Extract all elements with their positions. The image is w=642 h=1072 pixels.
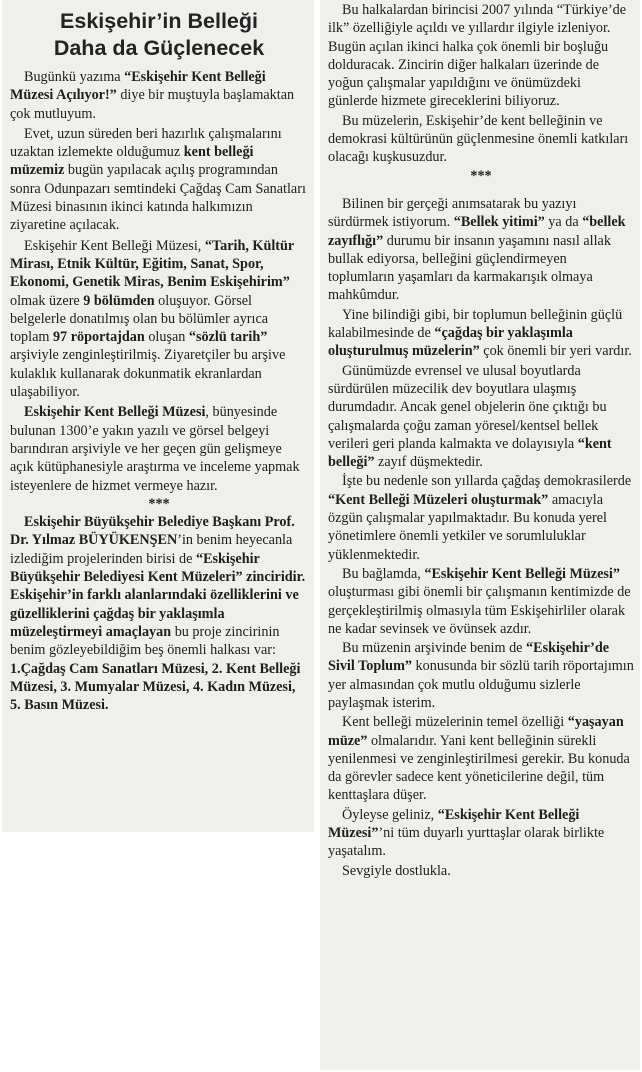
paragraph: Eskişehir Kent Belleği Müzesi, bünyesinde bulunan 1300’e yakın yazılı ve görsel belgeyi barındıran arşiviyle ve her geçen gün gelişmeye açık kütüphanesiyle araştırma ve inceleme yapmak isteyenlere de hizmet vermeye hazır. xyxy=(10,404,300,494)
paragraph: Bilinen bir gerçeği anımsatarak bu yazıyı sürdürmek istiyorum. “Bellek yitimi” ya da “bellek zayıflığı” durumu bir insanın yaşamını nasıl allak bullak ediyorsa, belleğini güçlendirmeyen toplumların yaşamları da karmakarışık olmaya mahkûmdur. xyxy=(328,195,626,304)
paragraph: İşte bu nedenle son yıllarda çağdaş demokrasilerde “Kent Belleği Müzeleri oluşturmak” amacıyla özgün çalışmalar yapılmaktadır. Bu konuda yerel yönetimlere önemli yetkiler ve sorumluluklar yüklenmektedir. xyxy=(328,473,632,563)
closing-line: Sevgiyle dostlukla. xyxy=(342,862,451,879)
paragraph: Bu halkalardan birincisi 2007 yılında “Türkiye’de ilk” özelliğiyle açıldı ve yıllardır ilgiyle izleniyor. Bugün açılan ikinci halka çok önemli bir boşluğu dolduracak. Zincirin diğer halkaları üzerinde de yoğun çalışmalar yapıldığını ve önümüzdeki günlerde hizmete gireceklerini biliyoruz. xyxy=(328,2,627,110)
headline-line-1: Eskişehir’in Belleği xyxy=(60,9,258,33)
paragraph: Günümüzde evrensel ve ulusal boyutlarda sürdürülen müzecilik dev boyutlara ulaşmış durumdadır. Ancak genel objelerin öne çıktığı bu çalışmalarda çoğu zaman yöresel/kentsel bellek verileri geri planda kalmakta ve dolayısıyla “kent belleği” zayıf düşmektedir. xyxy=(328,362,612,471)
paragraph: Eskişehir Büyükşehir Belediye Başkanı Prof. Dr. Yılmaz BÜYÜKENŞEN’in benim heyecanla izlediğim projelerinden birisi de “Eskişehir Büyükşehir Belediyesi Kent Müzeleri” zinciridir. Eskişehir’in farklı alanlarındaki özelliklerini ve güzelliklerini çağdaş bir yaklaşımla müzeleştirmeyi amaçlayan bu proje zincirinin benim gözleyebildiğim beş önemli halkası var: 1.Çağdaş Cam Sanatları Müzesi, 2. Kent Belleği Müzesi, 3. Mumyalar Müzesi, 4. Kadın Müzesi, 5. Basın Müzesi. xyxy=(10,514,306,714)
paragraph: Bu bağlamda, “Eskişehir Kent Belleği Müzesi” oluşturması gibi önemli bir çalışmanın kentimizde de gerçekleştirilmiş olmasıyla tüm Eskişehirliler olarak ne kadar sevinsek ve övünsek azdır. xyxy=(328,565,631,637)
paragraph: Eskişehir Kent Belleği Müzesi, “Tarih, Kültür Mirası, Etnik Kültür, Eğitim, Sanat, Spor, Ekonomi, Genetik Miras, Benim Eskişehirim” olmak üzere 9 bölümden oluşuyor. Görsel belgelerle donatılmış olan bu bölümler ayrıca toplam 97 röportajdan oluşan “sözlü tarih” arşiviyle zenginleştirilmiş. Ziyaretçiler bu arşive kulaklık kullanarak dokunmatik ekranlardan ulaşabiliyor. xyxy=(10,237,294,401)
paragraph: Evet, uzun süreden beri hazırlık çalışmalarını uzaktan izlemekte olduğumuz kent belleği müzemiz bugün yapılacak açılış programından sonra Odunpazarı semtindeki Çağdaş Cam Sanatları Müzesi binasının ikinci katında halkımızın ziyaretine açılacak. xyxy=(10,125,306,234)
right-column xyxy=(320,0,640,1070)
paragraph: Bugünkü yazıma “Eskişehir Kent Belleği Müzesi Açılıyor!” diye bir muştuyla başlamaktan çok mutluyum. xyxy=(10,69,295,122)
left-column xyxy=(2,0,314,832)
section-separator: *** xyxy=(470,167,492,184)
paragraph: Öyleyse geliniz, “Eskişehir Kent Belleği Müzesi”’ni tüm duyarlı yurttaşlar olarak birlikte yaşatalım. xyxy=(328,806,605,860)
paragraph: Bu müzenin arşivinde benim de “Eskişehir’de Sivil Toplum” konusunda bir sözlü tarih röportajımın yer almasından çok mutlu olduğumu sizlerle paylaşmak isterim. xyxy=(328,640,634,711)
headline-line-2: Daha da Güçlenecek xyxy=(53,36,265,60)
paragraph: Yine bilindiği gibi, bir toplumun belleğinin güçlü kalabilmesinde de “çağdaş bir yaklaşımla oluşturulmuş müzelerin” çok önemli bir yeri vardır. xyxy=(328,306,632,360)
paragraph: Bu müzelerin, Eskişehir’de kent belleğinin ve demokrasi kültürünün güçlenmesine önemli katkıları olacağı kuşkusuzdur. xyxy=(328,112,629,166)
article-headline xyxy=(10,8,308,62)
section-separator: *** xyxy=(148,495,170,512)
paragraph: Kent belleği müzelerinin temel özelliği “yaşayan müze” olmalarıdır. Yani kent belleğinin sürekli yenilenmesi ve zenginleştirilmesi gerekir. Bu konuda da görevler sadece kent yöneticilerine değil, tüm kenttaşlara düşer. xyxy=(328,714,630,804)
